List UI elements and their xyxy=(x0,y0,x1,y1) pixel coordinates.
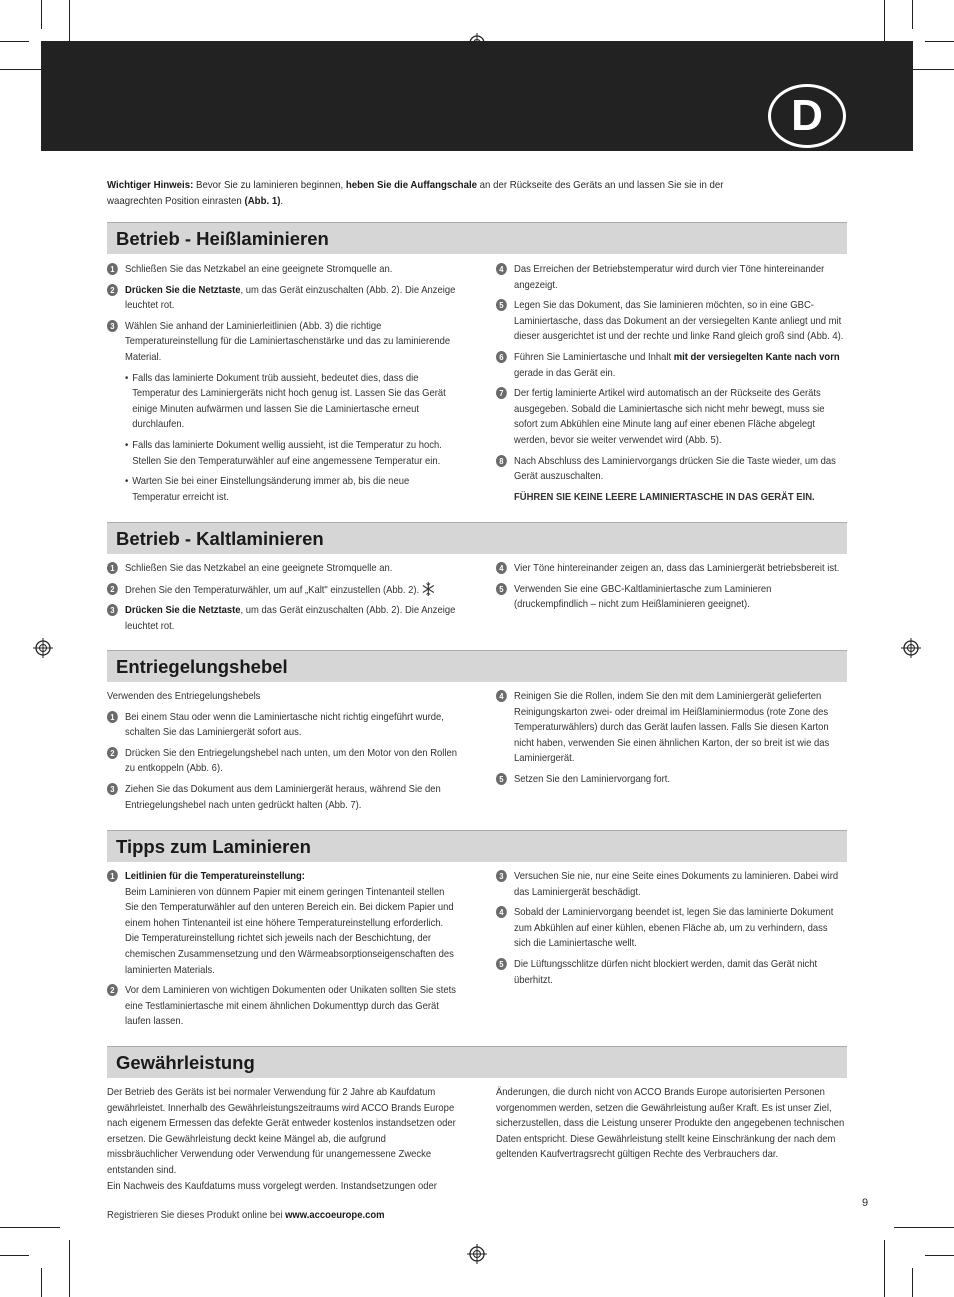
step-number-icon: 2 xyxy=(107,583,118,595)
step-number-icon: 6 xyxy=(496,351,507,363)
list-item xyxy=(496,869,847,900)
section-heading-hot xyxy=(107,222,847,254)
list-item xyxy=(496,905,847,952)
note-text: Bevor Sie zu laminieren beginnen, xyxy=(193,179,346,191)
section-heading-tips xyxy=(107,830,847,862)
item-text: gerade in das Gerät ein. xyxy=(514,366,616,379)
list-item xyxy=(107,983,459,1030)
item-text: Das Erreichen der Betriebstemperatur wird durch vier Töne hintereinander angezeigt. xyxy=(514,263,825,291)
item-text: Falls das laminierte Dokument wellig aussieht, ist die Temperatur zu hoch. Stellen Sie den Temperaturwähler auf eine angemessene Temperatur ein. xyxy=(132,438,442,467)
item-text: Drehen Sie den Temperaturwähler, um auf „Kalt" einzustellen (Abb. 2). xyxy=(125,583,420,596)
item-emphasis: mit der versiegelten Kante nach vorn xyxy=(673,350,840,363)
step-number-icon: 8 xyxy=(496,455,507,467)
item-text: Ziehen Sie das Dokument aus dem Laminiergerät heraus, während Sie den Entriegelungshebel nach unten gedrückt halten (Abb. 7). xyxy=(125,782,441,811)
tips-left-column xyxy=(107,869,459,1035)
item-text: Legen Sie das Dokument, das Sie laminieren möchten, so in eine GBC-Laminiertasche, dass das Dokument an der versiegelten Kante anliegt und mit dieser ausgerichtet ist und der rechte und linke Rand gleich groß sind (Abb. 4). xyxy=(514,299,844,343)
list-item xyxy=(107,710,459,741)
list-item xyxy=(107,603,459,634)
step-number-icon: 5 xyxy=(496,958,507,970)
item-text: Sobald der Laminiervorgang beendet ist, legen Sie das laminierte Dokument zum Abkühlen auf einer kühlen, ebenen Fläche ab, um zu verhindern, dass sich die Laminiertasche wellt. xyxy=(514,906,834,950)
hot-right-column xyxy=(496,262,847,505)
release-left-column xyxy=(107,689,459,818)
crop-mark xyxy=(0,41,29,42)
item-text: Der fertig laminierte Artikel wird automatisch an der Rückseite des Geräts ausgegeben. Sobald die Laminiertasche sich nicht mehr bewegt, muss sie sofort zum Abkühlen eine Minute lang auf einer ebenen Fläche abgelegt werden, bevor sie weiter verwendet wird (Abb. 5). xyxy=(514,387,825,446)
section-title: Entriegelungshebel xyxy=(116,656,288,677)
section-heading-cold xyxy=(107,522,847,554)
item-text: Reinigen Sie die Rollen, indem Sie den mit dem Laminiergerät gelieferten Reinigungskarton zwei- oder dreimal im Heißlaminiermodus (rote Zone des Temperaturwählers) durch das Gerät laufen lassen. Falls Sie diesen Karton nicht haben, verwenden Sie einen ähnlichen Karton, der so breit ist wie das Laminiergerät. xyxy=(514,690,830,765)
step-number-icon: 1 xyxy=(107,870,118,882)
list-item xyxy=(107,262,459,278)
item-text: Wählen Sie anhand der Laminierleitlinien (Abb. 3) die richtige Temperatureinstellung für die Laminiertaschenstärke und das zu laminierende Material. xyxy=(125,319,451,363)
step-number-icon: 2 xyxy=(107,284,118,296)
crop-mark xyxy=(912,1268,913,1297)
list-item xyxy=(496,561,847,577)
bullet-item xyxy=(107,371,459,433)
registration-line xyxy=(107,1208,459,1224)
warranty-left-column xyxy=(107,1085,459,1224)
item-text: Vier Töne hintereinander zeigen an, dass das Laminiergerät betriebsbereit ist. xyxy=(514,562,840,574)
list-item xyxy=(107,582,459,599)
step-number-icon: 4 xyxy=(496,263,507,275)
registration-text: Registrieren Sie dieses Produkt online bei xyxy=(107,1209,286,1222)
language-badge: D xyxy=(768,84,846,148)
bullet-item xyxy=(107,474,459,505)
list-item xyxy=(496,454,847,485)
item-text: Setzen Sie den Laminiervorgang fort. xyxy=(514,772,671,785)
intro-text: Verwenden des Entriegelungshebels xyxy=(107,690,261,702)
page-number: 9 xyxy=(862,1197,869,1209)
item-text: Drücken Sie den Entriegelungshebel nach unten, um den Motor von den Rollen zu entkoppeln (Abb. 6). xyxy=(125,746,458,775)
crop-mark xyxy=(0,1255,29,1256)
item-text: Versuchen Sie nie, nur eine Seite eines Dokuments zu laminieren. Dabei wird das Laminiergerät beschädigt. xyxy=(514,870,839,898)
item-text: Bei einem Stau oder wenn die Laminiertasche nicht richtig eingeführt wurde, schalten Sie das Laminiergerät sofort aus. xyxy=(125,710,444,739)
note-emphasis: heben Sie die Auffangschale xyxy=(345,179,477,191)
note-label: Wichtiger Hinweis: xyxy=(107,179,194,191)
crop-mark xyxy=(0,1227,60,1228)
item-text: Schließen Sie das Netzkabel an eine geeignete Stromquelle an. xyxy=(125,263,393,275)
registration-mark-icon xyxy=(901,638,921,658)
item-emphasis: Leitlinien für die Temperatureinstellung: xyxy=(125,870,305,882)
step-number-icon: 4 xyxy=(496,906,507,918)
note-figure-ref: (Abb. 1) xyxy=(244,195,281,207)
list-item xyxy=(496,386,847,448)
list-item xyxy=(496,772,847,788)
step-number-icon: 5 xyxy=(496,773,507,785)
step-number-icon: 1 xyxy=(107,562,118,574)
item-text: Vor dem Laminieren von wichtigen Dokumenten oder Unikaten sollten Sie stets eine Testlaminiertasche mit einem ähnlichen Dokumenttyp durch das Gerät laufen lassen. xyxy=(125,984,456,1028)
note-text: . xyxy=(280,195,284,207)
item-text: Schließen Sie das Netzkabel an eine geeignete Stromquelle an. xyxy=(125,562,393,574)
warranty-right-column xyxy=(496,1085,847,1163)
crop-mark xyxy=(912,0,913,29)
item-text: Warten Sie bei einer Einstellungsänderung immer ab, bis die neue Temperatur erreicht ist. xyxy=(132,475,410,503)
warranty-paragraph: Der Betrieb des Geräts ist bei normaler Verwendung für 2 Jahre ab Kaufdatum gewährleistet. Innerhalb des Gewährleistungszeitraums wird ACCO Brands Europe nach eigenem Ermessen das defekte Gerät entweder kostenlos instandsetzen oder ersetzen. Die Gewährleistung deckt keine Mängel ab, die aufgrund missbräuchlicher Verwendung oder Verwendung für unangemessene Zwecke entstanden sind. xyxy=(107,1086,456,1176)
release-right-column xyxy=(496,689,847,793)
step-number-icon: 4 xyxy=(496,690,507,702)
item-text: Falls das laminierte Dokument trüb aussieht, bedeutet dies, dass die Temperatur des Laminiergeräts nicht hoch genug ist. Lassen Sie das Gerät einige Minuten aufwärmen und lassen Sie die Laminiertasche erneut durchlaufen. xyxy=(132,371,446,431)
registration-mark-icon xyxy=(467,1244,487,1264)
list-item xyxy=(107,746,459,777)
item-text: , um das Gerät einzuschalten (Abb. 2). Die Anzeige leuchtet rot. xyxy=(125,604,456,632)
crop-mark xyxy=(884,1240,885,1297)
cold-left-column xyxy=(107,561,459,639)
crop-mark xyxy=(925,1255,954,1256)
crop-mark xyxy=(894,1227,954,1228)
step-number-icon: 2 xyxy=(107,984,118,996)
crop-mark xyxy=(41,0,42,29)
section-heading-warranty xyxy=(107,1046,847,1078)
warning-text: FÜHREN SIE KEINE LEERE LAMINIERTASCHE IN DAS GERÄT EIN. xyxy=(514,490,815,503)
step-number-icon: 5 xyxy=(496,583,507,595)
list-item xyxy=(496,298,847,345)
item-text: Die Lüftungsschlitze dürfen nicht blockiert werden, damit das Gerät nicht überhitzt. xyxy=(514,957,818,986)
list-item xyxy=(107,561,459,577)
list-item xyxy=(496,582,847,613)
step-number-icon: 5 xyxy=(496,299,507,311)
item-emphasis: Drücken Sie die Netztaste xyxy=(125,283,241,296)
item-text: Führen Sie Laminiertasche und Inhalt xyxy=(514,350,674,363)
cold-right-column xyxy=(496,561,847,618)
step-number-icon: 7 xyxy=(496,387,507,399)
warranty-paragraph: Änderungen, die durch nicht von ACCO Brands Europe autorisierten Personen vorgenommen werden, setzen die Gewährleistung außer Kraft. Es ist unser Ziel, sicherzustellen, dass die Leistung unserer Produkte den angegebenen technischen Daten entspricht. Diese Gewährleistung stellt keine Einschränkung der nach dem geltenden Kaufvertragsrecht gültigen Rechte des Verbrauchers dar. xyxy=(496,1086,845,1161)
list-item xyxy=(107,782,459,813)
list-item xyxy=(107,283,459,314)
step-number-icon: 3 xyxy=(107,783,118,795)
item-text: Beim Laminieren von dünnem Papier mit einem geringen Tintenanteil stellen Sie den Temperaturwähler auf den unteren Bereich ein. Bei dickem Papier und einem hohen Tintenanteil ist eine höhere Temperatureinstellung erforderlich. Die Temperatureinstellung richtet sich jeweils nach der Beschichtung, der chemischen Zusammensetzung und den Wärmeabsorptionseigenschaften des laminierten Materials. xyxy=(125,885,454,976)
important-note xyxy=(107,177,733,209)
bullet-icon: • xyxy=(125,475,129,488)
tips-right-column xyxy=(496,869,847,993)
list-item xyxy=(496,350,847,381)
crop-mark xyxy=(925,41,954,42)
item-emphasis: Drücken Sie die Netztaste xyxy=(125,604,241,617)
section-heading-release xyxy=(107,650,847,682)
warranty-paragraph: Ein Nachweis des Kaufdatums muss vorgelegt werden. Instandsetzungen oder xyxy=(107,1179,437,1192)
item-text: Verwenden Sie eine GBC-Kaltlaminiertasche zum Laminieren (druckempfindlich – nicht zum Heißlaminieren geeignet). xyxy=(514,582,772,611)
step-number-icon: 1 xyxy=(107,711,118,723)
bullet-icon: • xyxy=(125,438,129,451)
crop-mark xyxy=(41,1268,42,1297)
list-item xyxy=(496,689,847,767)
list-item xyxy=(496,262,847,293)
item-text: Nach Abschluss des Laminiervorgangs drücken Sie die Taste wieder, um das Gerät auszuschalten. xyxy=(514,454,836,483)
list-item xyxy=(107,319,459,366)
note-text: an der Rückseite des Geräts an und lassen Sie sie in der waagrechten Position einrasten xyxy=(107,179,724,207)
snowflake-icon xyxy=(422,582,435,596)
step-number-icon: 3 xyxy=(496,870,507,882)
section-title: Betrieb - Kaltlaminieren xyxy=(116,528,324,549)
step-number-icon: 2 xyxy=(107,747,118,759)
bullet-item xyxy=(107,438,459,469)
hot-left-column xyxy=(107,262,459,510)
section-title: Gewährleistung xyxy=(116,1052,255,1073)
crop-mark xyxy=(69,1240,70,1297)
bullet-icon: • xyxy=(125,371,129,384)
list-item xyxy=(107,869,459,978)
step-number-icon: 3 xyxy=(107,320,118,332)
registration-mark-icon xyxy=(33,638,53,658)
list-item xyxy=(496,957,847,988)
item-text: , um das Gerät einzuschalten (Abb. 2). Die Anzeige leuchtet rot. xyxy=(125,283,456,312)
section-title: Tipps zum Laminieren xyxy=(116,836,311,857)
step-number-icon: 1 xyxy=(107,263,118,275)
registration-link[interactable]: www.accoeurope.com xyxy=(285,1209,385,1222)
section-title: Betrieb - Heißlaminieren xyxy=(116,228,329,249)
step-number-icon: 4 xyxy=(496,562,507,574)
step-number-icon: 3 xyxy=(107,604,118,616)
